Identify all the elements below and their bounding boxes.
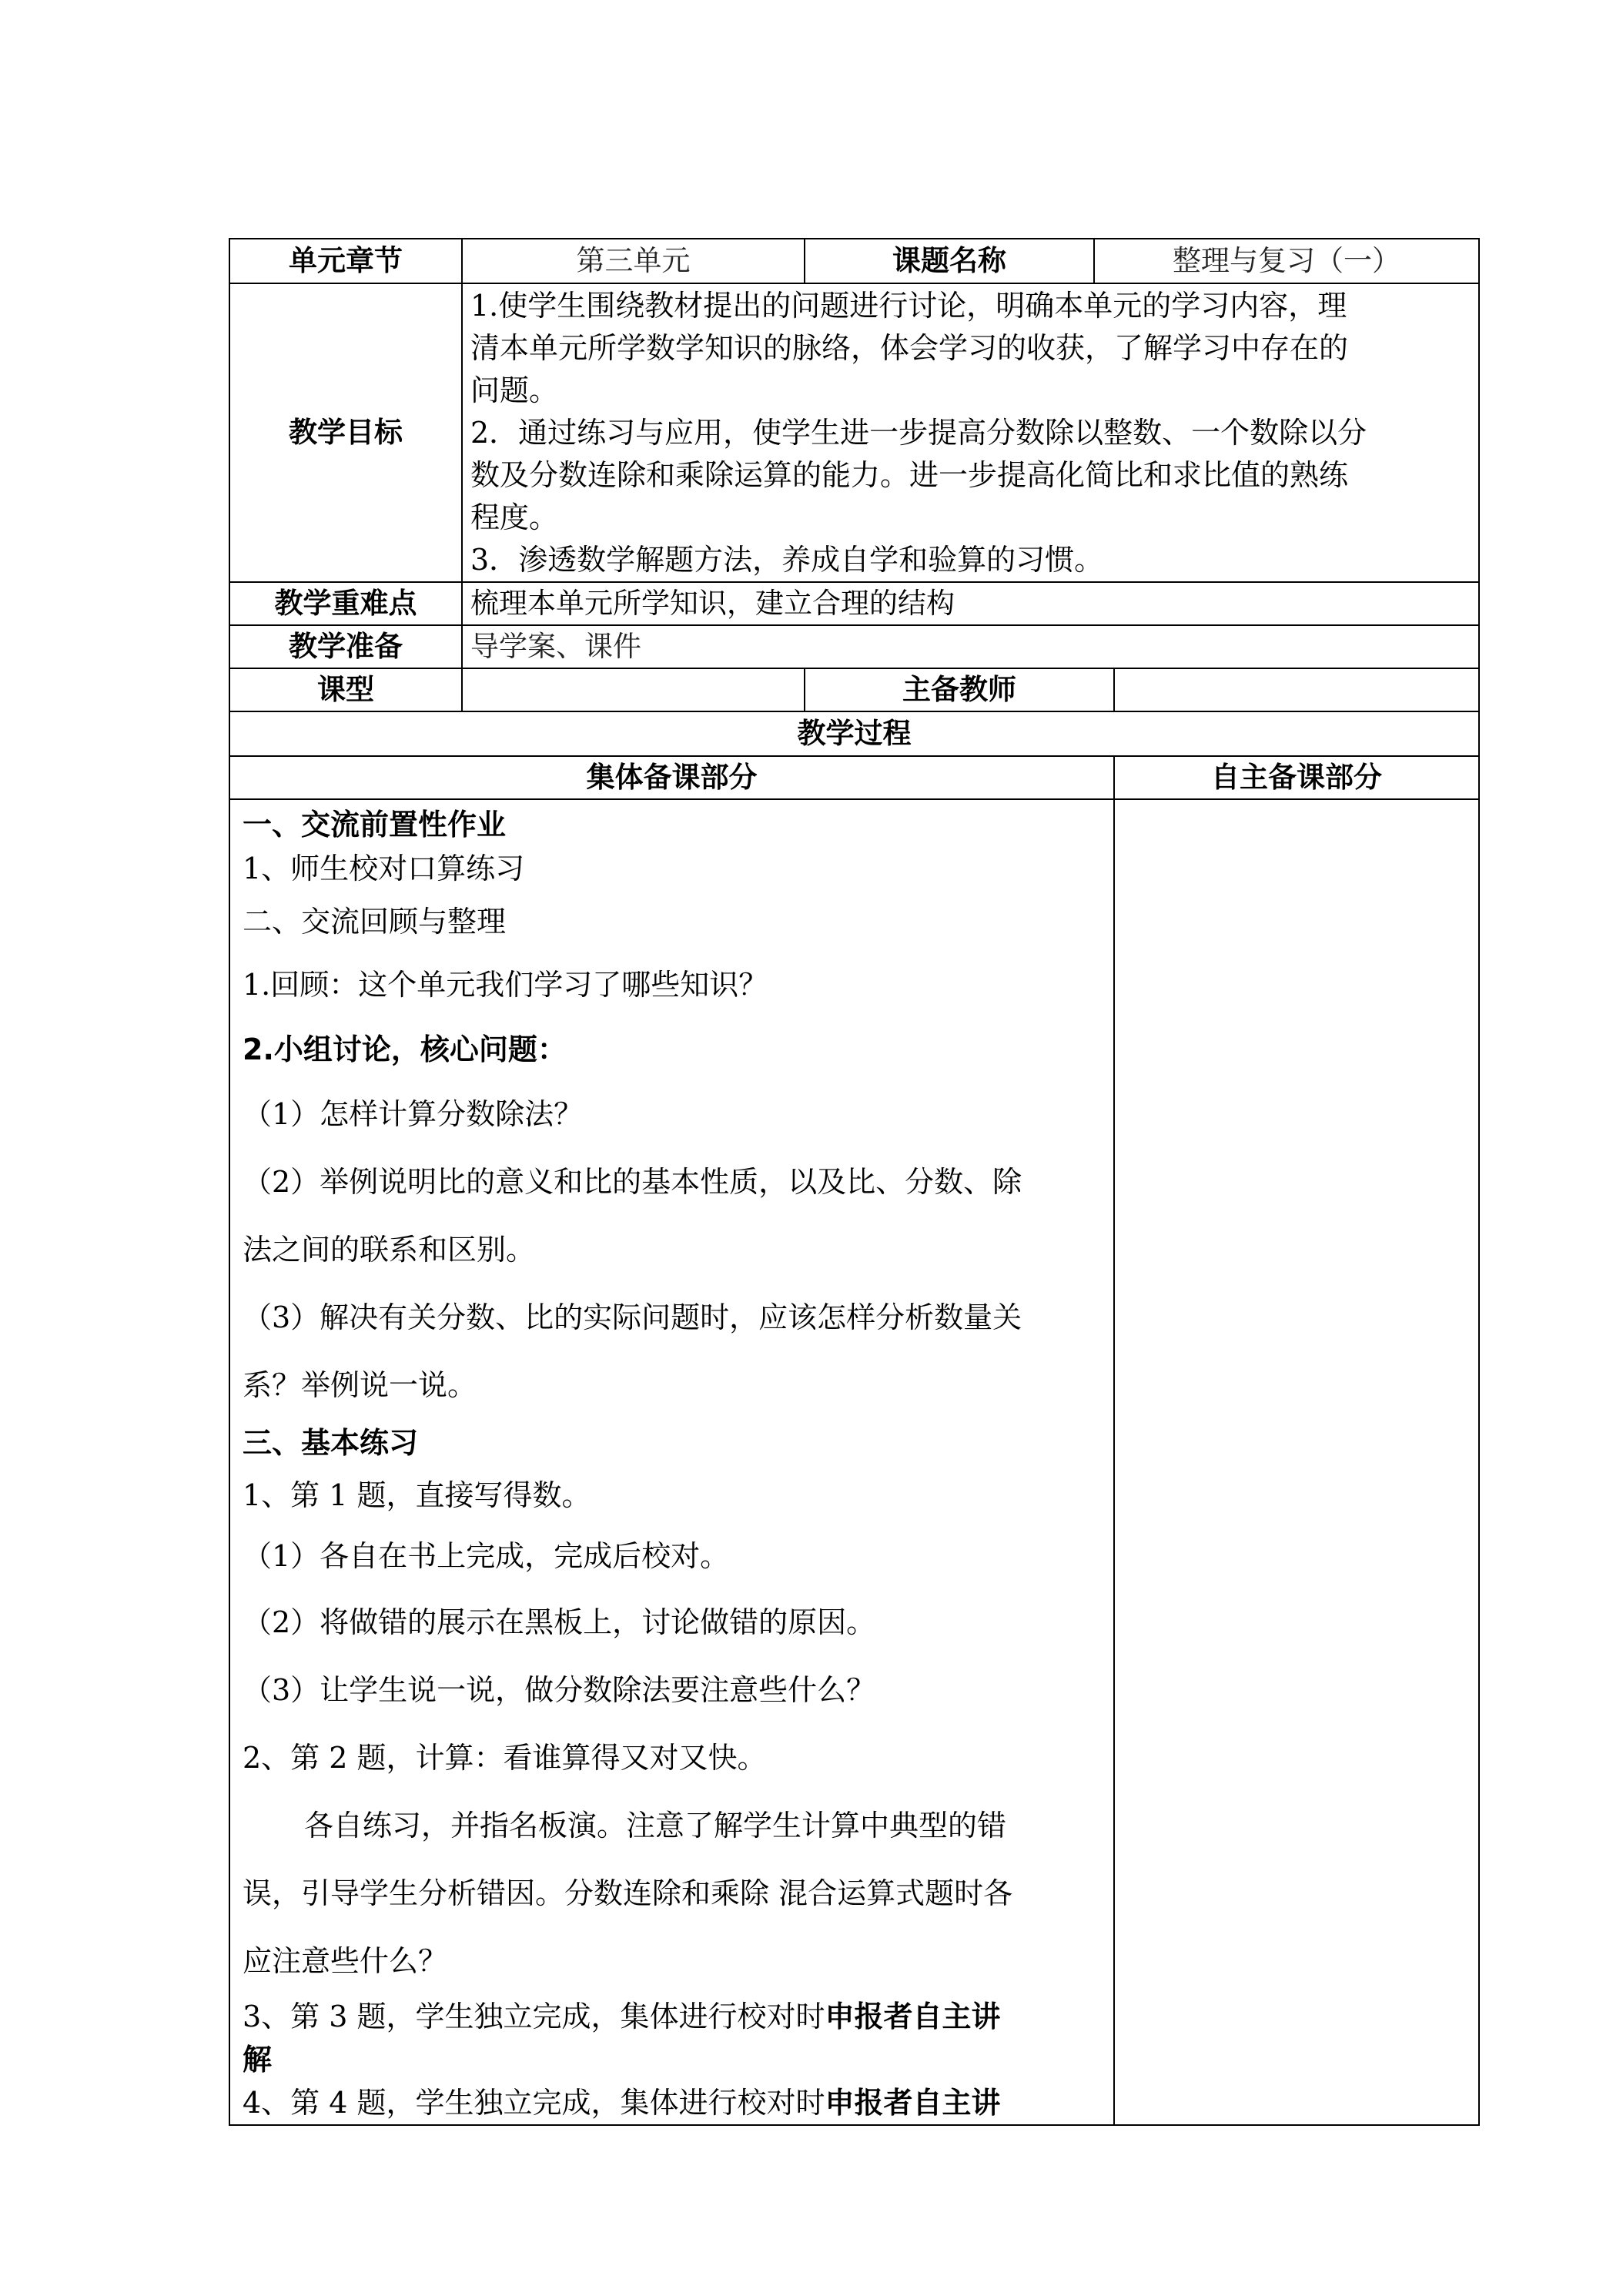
teacher-label: 主备教师 [805,668,1114,711]
self-prep-content [1114,799,1479,2125]
goals-label: 教学目标 [229,283,462,582]
goal-line: 数及分数连除和乘除运算的能力。进一步提高化简比和求比值的熟练 [470,457,1349,492]
content-line: 2.小组讨论，核心问题： [243,1033,567,1066]
goals-content [462,283,1479,582]
lesson-plan [229,238,1478,2126]
key-points-label: 教学重难点 [229,582,462,625]
process-header-row [229,756,1479,799]
header-row [229,239,1479,283]
content-text: 4、第 4 题，学生独立完成，集体进行校对时 [243,2086,825,2120]
goal-line: 程度。 [470,500,559,534]
group-prep-content [229,799,1114,2125]
key-points-value: 梳理本单元所学知识，建立合理的结构 [462,582,1479,625]
unit-value: 第三单元 [462,239,805,283]
content-line: （2）将做错的展示在黑板上，讨论做错的原因。 [243,1605,876,1639]
teacher-value [1114,668,1479,711]
content-line: （3）解决有关分数、比的实际问题时，应该怎样分析数量关 [243,1300,1022,1334]
group-prep-header: 集体备课部分 [229,756,1114,799]
section-heading: 一、交流前置性作业 [243,808,507,842]
content-text: 3、第 3 题，学生独立完成，集体进行校对时 [243,2000,825,2033]
goal-line: 清本单元所学数学知识的脉络，体会学习的收获，了解学习中存在的 [470,330,1349,365]
content-line: 应注意些什么？ [243,1944,448,1978]
section-heading: 二、交流回顾与整理 [243,905,507,939]
topic-value: 整理与复习（一） [1094,239,1479,283]
content-line: 误，引导学生分析错因。分数连除和乘除 混合运算式题时各 [243,1876,1013,1910]
lesson-type-row [229,668,1479,711]
content-line: 1、第 1 题，直接写得数。 [243,1478,591,1512]
goals-row [229,283,1479,582]
content-line: （2）举例说明比的意义和比的基本性质，以及比、分数、除 [243,1165,1022,1199]
topic-label: 课题名称 [805,239,1094,283]
content-line: （1）怎样计算分数除法？ [243,1097,584,1131]
unit-label: 单元章节 [229,239,462,283]
goal-line: 3．渗透数学解题方法，养成自学和验算的习惯。 [470,542,1104,577]
goal-line: 问题。 [470,373,559,407]
content-line [243,1995,1106,2038]
section-heading: 三、基本练习 [243,1426,419,1460]
goal-line: 1.使学生围绕教材提出的问题进行讨论，明确本单元的学习内容，理 [470,288,1347,323]
process-title: 教学过程 [229,711,1479,756]
emphasis-text: 申报者自主讲 [825,2000,1001,2033]
content-line: 法之间的联系和区别。 [243,1233,536,1267]
process-content-row [229,799,1479,2125]
prep-label: 教学准备 [229,625,462,668]
content-line: 各自练习，并指名板演。注意了解学生计算中典型的错 [304,1809,1007,1842]
goal-line: 2．通过练习与应用，使学生进一步提高分数除以整数、一个数除以分 [470,415,1367,450]
content-line: 系？举例说一说。 [243,1368,477,1402]
content-line: 2、第 2 题，计算：看谁算得又对又快。 [243,1741,767,1775]
lesson-type-label: 课型 [229,668,462,711]
self-prep-header: 自主备课部分 [1114,756,1479,799]
lesson-plan-table [229,238,1480,2126]
content-line: 1、师生校对口算练习 [243,852,525,885]
content-line: 1.回顾：这个单元我们学习了哪些知识？ [243,968,768,1002]
content-line: （3）让学生说一说，做分数除法要注意些什么？ [243,1673,876,1707]
emphasis-text: 申报者自主讲 [825,2086,1001,2120]
prep-value: 导学案、课件 [462,625,1479,668]
lesson-type-value [462,668,805,711]
process-title-row [229,711,1479,756]
prep-row [229,625,1479,668]
content-line: 解 [243,2043,273,2077]
content-line: （1）各自在书上完成，完成后校对。 [243,1539,730,1573]
content-line [243,2081,1106,2124]
key-points-row [229,582,1479,625]
